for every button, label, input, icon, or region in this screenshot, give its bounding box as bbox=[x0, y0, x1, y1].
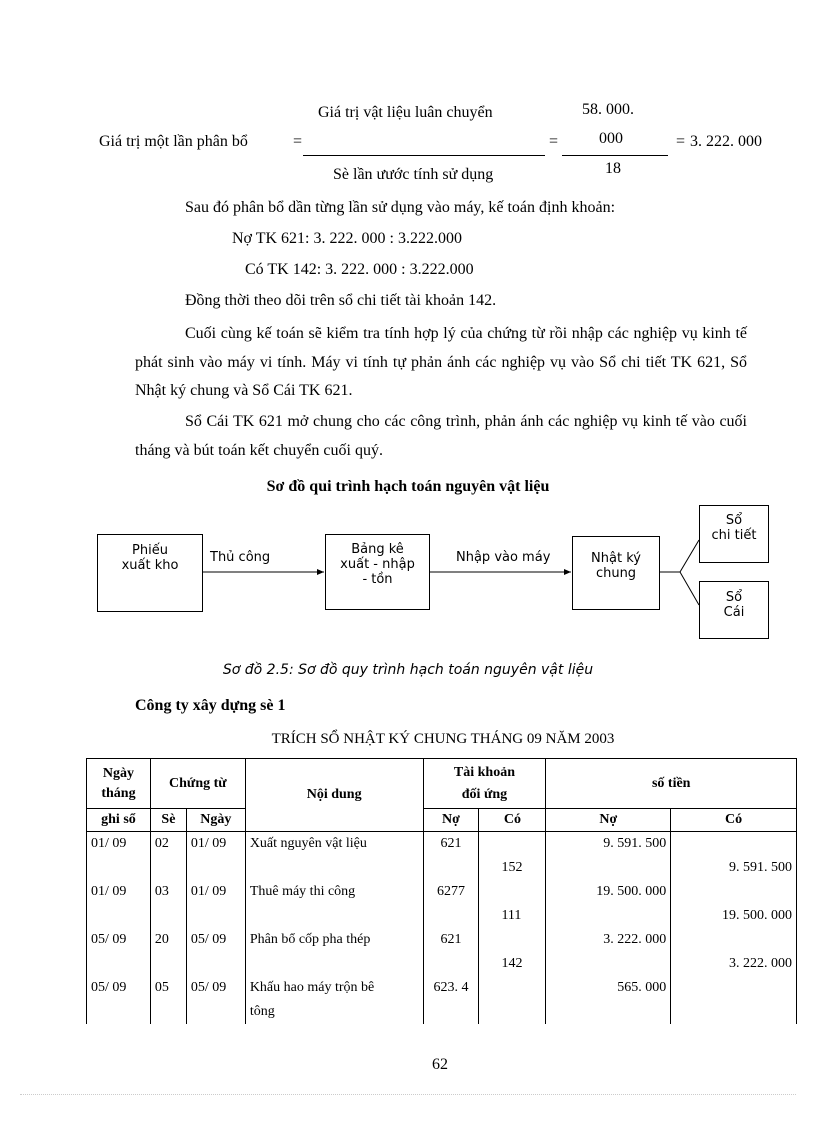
cell-tkno: 623. 4 bbox=[423, 976, 479, 1000]
header-ngay: Ngày bbox=[186, 809, 245, 832]
cell-tkno bbox=[423, 856, 479, 880]
cell-so: 20 bbox=[150, 928, 186, 952]
cell-co bbox=[671, 832, 797, 857]
cell-tkno: 621 bbox=[423, 928, 479, 952]
cell-ngay: 01/ 09 bbox=[186, 880, 245, 904]
cell-tkco bbox=[479, 1000, 546, 1024]
cell-no: 9. 591. 500 bbox=[546, 832, 671, 857]
formula-equals-1: = bbox=[293, 133, 303, 150]
cell-no bbox=[546, 952, 671, 976]
header-noi-dung: Nội dung bbox=[245, 759, 423, 832]
cell-noidung: tông bbox=[245, 1000, 423, 1024]
header-so: Sè bbox=[150, 809, 186, 832]
cell-tkco bbox=[479, 832, 546, 857]
cell-so bbox=[150, 904, 186, 928]
box-so-chi-tiet: Sổ chi tiết bbox=[699, 505, 769, 563]
box-phieu-xuat-kho: Phiếu xuất kho bbox=[97, 534, 203, 612]
cell-no bbox=[546, 904, 671, 928]
cell-so bbox=[150, 856, 186, 880]
cell-tkno bbox=[423, 1000, 479, 1024]
table-row bbox=[87, 928, 797, 952]
cell-tkno bbox=[423, 952, 479, 976]
cell-noidung: Phân bổ cốp pha thép bbox=[245, 928, 423, 952]
header-tk-no: Nợ bbox=[423, 809, 479, 832]
cell-date bbox=[87, 952, 151, 976]
box-so-cai: Sổ Cái bbox=[699, 581, 769, 639]
formula-denominator: Sè lần ưước tính sử dụng bbox=[333, 166, 494, 183]
cell-tkco bbox=[479, 880, 546, 904]
cell-no: 3. 222. 000 bbox=[546, 928, 671, 952]
header-tai-khoan: Tài khoản đối ứng bbox=[423, 759, 546, 809]
company-name: Công ty xây dựng sè 1 bbox=[135, 697, 286, 714]
header-ngay-thang: Ngày tháng bbox=[87, 759, 151, 809]
page-number: 62 bbox=[432, 1056, 448, 1073]
table-row bbox=[87, 952, 797, 976]
formula-numerator: Giá trị vật liệu luân chuyển bbox=[318, 104, 493, 121]
paragraph-1: Sau đó phân bổ dần từng lần sử dụng vào máy, kế toán định khoản: bbox=[185, 199, 616, 216]
cell-no: 565. 000 bbox=[546, 976, 671, 1000]
table-row bbox=[87, 856, 797, 880]
debit-entry: Nợ TK 621: 3. 222. 000 : 3.222.000 bbox=[232, 230, 462, 247]
cell-so: 02 bbox=[150, 832, 186, 857]
cell-co bbox=[671, 976, 797, 1000]
cell-no: 19. 500. 000 bbox=[546, 880, 671, 904]
cell-co: 3. 222. 000 bbox=[671, 952, 797, 976]
cell-ngay: 05/ 09 bbox=[186, 976, 245, 1000]
branch-to-so-cai bbox=[680, 572, 699, 605]
header-tien-no: Nợ bbox=[546, 809, 671, 832]
cell-no bbox=[546, 1000, 671, 1024]
footer-divider bbox=[20, 1094, 796, 1095]
cell-date: 01/ 09 bbox=[87, 880, 151, 904]
formula-value-denominator: 18 bbox=[605, 160, 621, 177]
cell-date: 01/ 09 bbox=[87, 832, 151, 857]
journal-table bbox=[86, 758, 797, 1024]
cell-co bbox=[671, 1000, 797, 1024]
cell-ngay bbox=[186, 904, 245, 928]
box-nhat-ky-chung: Nhật ký chung bbox=[572, 536, 660, 610]
cell-no bbox=[546, 856, 671, 880]
table-row bbox=[87, 832, 797, 857]
table-row bbox=[87, 1000, 797, 1024]
paragraph-4: Sổ Cái TK 621 mở chung cho các công trình, phản ánh các nghiệp vụ kinh tế vào cuối tháng và bút toán kết chuyển cuối quý. bbox=[135, 413, 747, 459]
paragraph-3: Cuối cùng kế toán sẽ kiểm tra tính hợp lý của chứng từ rồi nhập các nghiệp vụ kinh tế phát sinh vào máy vi tính. Máy vi tính tự phản ánh các nghiệp vụ vào Sổ chi tiết TK 621, Sổ Nhật ký chung và Sổ Cái TK 621. bbox=[135, 325, 747, 399]
cell-co: 9. 591. 500 bbox=[671, 856, 797, 880]
formula-result: 3. 222. 000 bbox=[690, 133, 762, 150]
branch-to-chi-tiet bbox=[680, 540, 699, 572]
cell-co: 19. 500. 000 bbox=[671, 904, 797, 928]
cell-tkco: 142 bbox=[479, 952, 546, 976]
cell-tkno: 621 bbox=[423, 832, 479, 857]
table-row bbox=[87, 880, 797, 904]
diagram-title: Sơ đồ qui trình hạch toán nguyên vật liệu bbox=[266, 478, 550, 495]
cell-tkco: 111 bbox=[479, 904, 546, 928]
cell-so bbox=[150, 952, 186, 976]
cell-co bbox=[671, 880, 797, 904]
formula-value-numerator-2: 000 bbox=[599, 130, 623, 147]
cell-tkco bbox=[479, 928, 546, 952]
cell-noidung: Thuê máy thi công bbox=[245, 880, 423, 904]
cell-noidung: Xuất nguyên vật liệu bbox=[245, 832, 423, 857]
credit-entry: Có TK 142: 3. 222. 000 : 3.222.000 bbox=[245, 261, 474, 278]
header-tien-co: Có bbox=[671, 809, 797, 832]
cell-so: 03 bbox=[150, 880, 186, 904]
arrow-label-thu-cong: Thủ công bbox=[210, 550, 271, 565]
header-so-tien: số tiền bbox=[546, 759, 797, 809]
paragraph-2: Đồng thời theo dõi trên sổ chi tiết tài khoản 142. bbox=[185, 292, 497, 309]
cell-noidung bbox=[245, 856, 423, 880]
formula-value-numerator-1: 58. 000. bbox=[582, 101, 634, 118]
cell-date: 05/ 09 bbox=[87, 976, 151, 1000]
cell-date bbox=[87, 856, 151, 880]
cell-ngay bbox=[186, 952, 245, 976]
cell-ngay bbox=[186, 856, 245, 880]
header-ghi-so: ghi sổ bbox=[87, 809, 151, 832]
table-title: TRÍCH SỔ NHẬT KÝ CHUNG THÁNG 09 NĂM 2003 bbox=[271, 731, 615, 747]
cell-date bbox=[87, 1000, 151, 1024]
cell-tkno: 6277 bbox=[423, 880, 479, 904]
diagram-caption: Sơ đồ 2.5: Sơ đồ quy trình hạch toán nguyên vật liệu bbox=[222, 662, 594, 678]
cell-ngay bbox=[186, 1000, 245, 1024]
table-row bbox=[87, 904, 797, 928]
cell-noidung: Khấu hao máy trộn bê bbox=[245, 976, 423, 1000]
cell-noidung bbox=[245, 904, 423, 928]
header-tk-co: Có bbox=[479, 809, 546, 832]
cell-ngay: 05/ 09 bbox=[186, 928, 245, 952]
cell-date: 05/ 09 bbox=[87, 928, 151, 952]
cell-tkco: 152 bbox=[479, 856, 546, 880]
formula-equals-3: = bbox=[676, 133, 686, 150]
cell-so: 05 bbox=[150, 976, 186, 1000]
cell-ngay: 01/ 09 bbox=[186, 832, 245, 857]
cell-tkco bbox=[479, 976, 546, 1000]
formula-equals-2: = bbox=[549, 133, 559, 150]
cell-noidung bbox=[245, 952, 423, 976]
cell-so bbox=[150, 1000, 186, 1024]
formula-left-label: Giá trị một lần phân bổ bbox=[99, 133, 248, 150]
cell-co bbox=[671, 928, 797, 952]
header-chung-tu: Chứng từ bbox=[150, 759, 245, 809]
cell-date bbox=[87, 904, 151, 928]
table-row bbox=[87, 976, 797, 1000]
arrow-label-nhap-vao-may: Nhập vào máy bbox=[456, 550, 551, 565]
cell-tkno bbox=[423, 904, 479, 928]
box-bang-ke: Bảng kê xuất - nhập - tồn bbox=[325, 534, 430, 610]
